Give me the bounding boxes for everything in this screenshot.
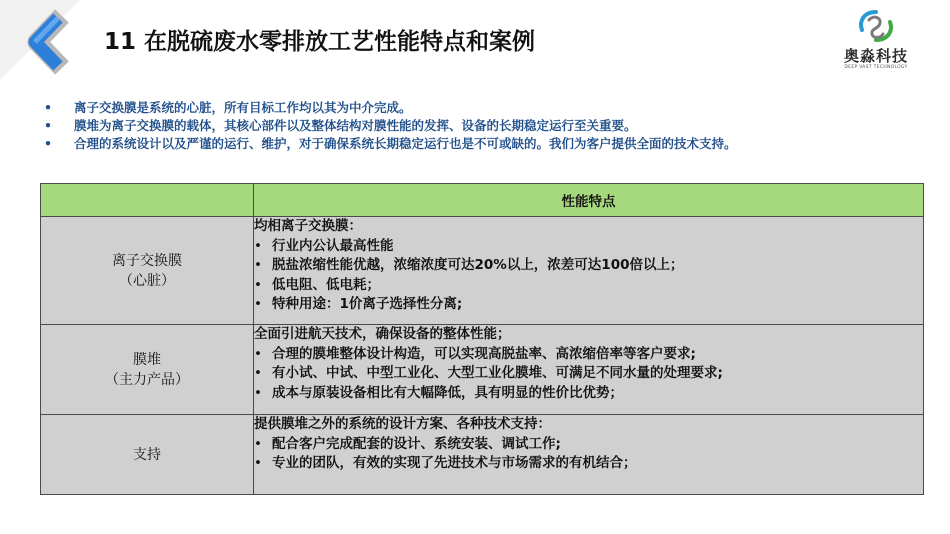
- row-heading: 均相离子交换膜：: [254, 218, 362, 234]
- table-header-empty: [41, 184, 254, 217]
- row-label-sub: （主力产品）: [105, 371, 189, 388]
- table-row: [41, 325, 924, 415]
- row-point: • 低电阻、低电耗；: [254, 276, 923, 296]
- intro-bullet-list: [44, 100, 924, 154]
- row-point: • 行业内公认最高性能: [254, 237, 923, 257]
- intro-bullet: • 合理的系统设计以及严谨的运行、维护，对于确保系统长期稳定运行也是不可或缺的。我们为客户提供全面的技术支持。: [44, 136, 924, 152]
- row-label: [41, 325, 254, 415]
- row-point: • 脱盐浓缩性能优越，浓缩浓度可达20%以上，浓差可达100倍以上；: [254, 256, 923, 276]
- table-header-row: [41, 184, 924, 217]
- row-label-main: 离子交换膜: [112, 252, 182, 269]
- row-content: [254, 217, 924, 325]
- logo-name: 奥淼科技: [843, 47, 908, 65]
- row-point: • 成本与原装设备相比有大幅降低，具有明显的性价比优势；: [254, 384, 923, 404]
- row-heading: 提供膜堆之外的系统的设计方案、各种技术支持：: [254, 416, 551, 432]
- row-label: [41, 217, 254, 325]
- logo-subtitle: DEEP VAST TECHNOLOGY: [844, 65, 908, 70]
- row-content: [254, 325, 924, 415]
- row-point-list: [254, 435, 923, 474]
- row-heading: 全面引进航天技术，确保设备的整体性能；: [254, 326, 511, 342]
- row-point-list: [254, 237, 923, 315]
- row-content: [254, 415, 924, 495]
- intro-bullet: • 离子交换膜是系统的心脏，所有目标工作均以其为中介完成。: [44, 100, 924, 116]
- row-label-sub: （心脏）: [119, 272, 175, 289]
- performance-table: [40, 183, 924, 495]
- row-label-main: 支持: [133, 446, 161, 463]
- row-point: • 合理的膜堆整体设计构造，可以实现高脱盐率、高浓缩倍率等客户要求;: [254, 345, 923, 365]
- logo-mark-icon: [853, 8, 899, 44]
- row-point-list: [254, 345, 923, 404]
- intro-bullet: • 膜堆为离子交换膜的载体，其核心部件以及整体结构对膜性能的发挥、设备的长期稳定运行至关重要。: [44, 118, 924, 134]
- page-title: 11 在脱硫废水零排放工艺性能特点和案例: [104, 29, 536, 55]
- row-point: • 配合客户完成配套的设计、系统安装、调试工作;: [254, 435, 923, 455]
- row-point: • 专业的团队，有效的实现了先进技术与市场需求的有机结合；: [254, 454, 923, 474]
- row-point: • 有小试、中试、中型工业化、大型工业化膜堆、可满足不同水量的处理要求;: [254, 364, 923, 384]
- company-logo: [832, 8, 920, 74]
- table-header-features: 性能特点: [254, 184, 924, 217]
- table-row: [41, 217, 924, 325]
- corner-chevron-decoration: [0, 0, 95, 95]
- table-row: [41, 415, 924, 495]
- row-label: [41, 415, 254, 495]
- row-label-main: 膜堆: [133, 351, 161, 368]
- row-point: • 特种用途：1价离子选择性分离;: [254, 295, 923, 315]
